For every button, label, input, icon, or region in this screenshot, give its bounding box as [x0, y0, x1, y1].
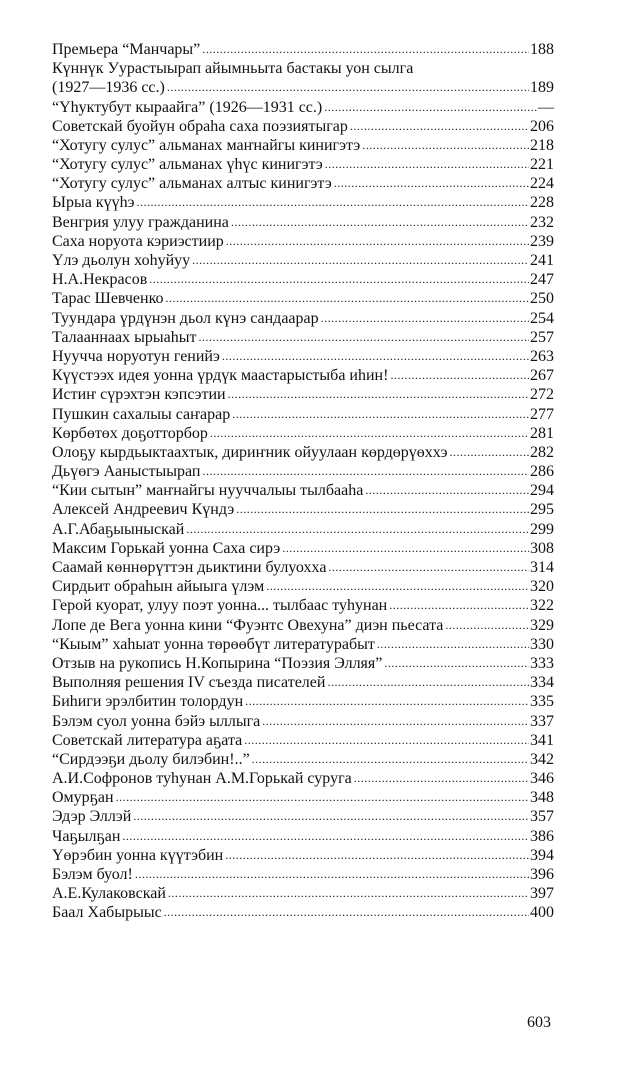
- toc-entry: [52, 309, 554, 328]
- toc-entry-page: 272: [530, 386, 554, 404]
- toc-entry: [52, 424, 554, 443]
- toc-entry-title: Үлэ дьолун хоһуйуу: [52, 252, 191, 270]
- toc-entry-title: Советскай литература аҕата: [52, 731, 243, 749]
- toc-entry: [52, 194, 554, 213]
- toc-entry-title: Лопе де Вега уонна кини “Фуэнтс Овехуна” диэн пьесата: [52, 616, 444, 634]
- dot-leader: [166, 289, 529, 308]
- dot-leader: [122, 827, 529, 846]
- toc-entry: [52, 577, 554, 596]
- toc-entry: [52, 328, 554, 347]
- toc-entry-page: 232: [530, 213, 554, 231]
- toc-entry-title: Саха норуота кэриэстиир: [52, 232, 224, 250]
- table-of-contents: [52, 40, 554, 923]
- dot-leader: [445, 616, 529, 635]
- toc-entry-title: Саамай көннөрүттэн дьиктини булуохха: [52, 559, 327, 577]
- toc-entry: [52, 78, 554, 97]
- toc-entry-page: 335: [530, 693, 554, 711]
- toc-entry: [52, 366, 554, 385]
- toc-entry-title: Күүстээх идея уонна үрдүк маастарыстыба иһин!: [52, 367, 389, 385]
- toc-entry: [52, 40, 554, 59]
- dot-leader: [210, 424, 529, 443]
- dot-leader: [202, 40, 529, 59]
- toc-entry-title: А.Г.Абаҕыыныскай: [52, 520, 185, 538]
- toc-entry-page: 334: [530, 674, 554, 692]
- dot-leader: [164, 903, 529, 922]
- dot-leader: [231, 213, 529, 232]
- dot-leader: [168, 884, 529, 903]
- dot-leader: [327, 673, 529, 692]
- toc-entry-title-line: Күннүк Уурастыырап айымньыта бастакы уон сылга: [52, 60, 414, 78]
- toc-entry-title: Алексей Андреевич Күндэ: [52, 501, 235, 519]
- toc-entry-page: 322: [530, 597, 554, 615]
- dot-leader: [384, 654, 529, 673]
- toc-entry-title: Премьера “Манчары”: [52, 40, 201, 58]
- dot-leader: [350, 117, 529, 136]
- toc-entry-page: 308: [530, 539, 554, 557]
- toc-entry-title: А.И.Софронов туһунан А.М.Горькай суруга: [52, 770, 352, 788]
- dot-leader: [244, 731, 529, 750]
- toc-entry-page: 341: [530, 731, 554, 749]
- toc-entry-page: 396: [530, 866, 554, 884]
- toc-entry-page: 400: [530, 904, 554, 922]
- toc-entry-title: “Хотугу сулус” альманах маҥнайгы кинигэтэ: [52, 136, 361, 154]
- toc-entry: [52, 520, 554, 539]
- toc-entry-page: 281: [530, 424, 554, 442]
- toc-entry-title: Эдэр Эллэй: [52, 808, 132, 826]
- toc-entry-title: Истиҥ сүрэхтэн кэпсэтии: [52, 386, 226, 404]
- toc-entry-page: 228: [530, 194, 554, 212]
- dot-leader: [262, 712, 529, 731]
- toc-entry: [52, 136, 554, 155]
- dot-leader: [354, 769, 529, 788]
- toc-entry-title: А.Е.Кулаковскай: [52, 885, 166, 903]
- toc-entry-title: (1927—1936 сс.): [52, 79, 165, 97]
- toc-entry-page: 295: [530, 501, 554, 519]
- toc-entry: [52, 539, 554, 558]
- toc-entry-title: Биһиги эрэлбитин толордун: [52, 693, 244, 711]
- toc-entry: [52, 385, 554, 404]
- dot-leader: [133, 807, 529, 826]
- toc-entry-title: Бэлэм буол!: [52, 866, 133, 884]
- toc-entry-page: 357: [530, 808, 554, 826]
- dot-leader: [236, 500, 529, 519]
- toc-entry: [52, 712, 554, 731]
- dot-leader: [192, 251, 529, 270]
- toc-entry-page: 282: [530, 443, 554, 461]
- toc-entry: [52, 347, 554, 366]
- dot-leader: [365, 481, 529, 500]
- dot-leader: [198, 328, 529, 347]
- toc-entry-page: 348: [530, 789, 554, 807]
- toc-entry: [52, 443, 554, 462]
- dot-leader: [321, 309, 529, 328]
- dot-leader: [390, 366, 529, 385]
- toc-entry: [52, 884, 554, 903]
- toc-entry-page: 218: [530, 136, 554, 154]
- toc-entry: [52, 251, 554, 270]
- toc-entry-page: 294: [530, 482, 554, 500]
- toc-entry: [52, 289, 554, 308]
- toc-entry-page: 250: [530, 290, 554, 308]
- toc-entry-title: Көрбөтөх доҕотторбор: [52, 424, 208, 442]
- dot-leader: [328, 558, 529, 577]
- toc-entry-title: Советскай буойун обраһа саха поэзиятыгар: [52, 117, 348, 135]
- toc-entry-page: 397: [530, 885, 554, 903]
- toc-entry: [52, 750, 554, 769]
- toc-entry: [52, 462, 554, 481]
- toc-entry-page: 337: [530, 712, 554, 730]
- toc-entry-page: 267: [530, 367, 554, 385]
- toc-entry-title: Дьүөгэ Ааныстыырап: [52, 463, 201, 481]
- toc-entry-title: “Сирдээҕи дьолу билэбин!..”: [52, 750, 250, 768]
- toc-entry: [52, 117, 554, 136]
- dot-leader: [116, 788, 529, 807]
- toc-entry: [52, 213, 554, 232]
- toc-entry-page: 342: [530, 750, 554, 768]
- toc-entry-page: 286: [530, 463, 554, 481]
- toc-entry-page: 221: [530, 156, 554, 174]
- dot-leader: [377, 635, 529, 654]
- toc-entry-title: Бэлэм суол уонна бэйэ ыллыга: [52, 712, 261, 730]
- toc-entry-page: 188: [530, 40, 554, 58]
- toc-entry-page: —: [538, 98, 554, 116]
- toc-entry: [52, 846, 554, 865]
- toc-entry-title: Н.А.Некрасов: [52, 271, 148, 289]
- toc-entry: [52, 405, 554, 424]
- toc-entry-title: Ырыа күүһэ: [52, 194, 135, 212]
- toc-entry: [52, 731, 554, 750]
- toc-entry-page: 254: [530, 309, 554, 327]
- toc-entry-title: “Хотугу сулус” альманах үһүс кинигэтэ: [52, 156, 323, 174]
- toc-entry-title: Талааннаах ырыаһыт: [52, 328, 197, 346]
- toc-entry-title: Олоҕу кырдьыктаахтык, дириҥник ойуулаан көрдөрүөххэ: [52, 443, 448, 461]
- toc-entry: [52, 769, 554, 788]
- toc-entry-title: “Кыым” хаһыат уонна төрөөбүт литературабыт: [52, 635, 375, 653]
- toc-entry-title: “Кии сытын” маҥнайгы нууччалыы тылбааһа: [52, 482, 364, 500]
- toc-entry-page: 257: [530, 328, 554, 346]
- toc-entry-page: 263: [530, 347, 554, 365]
- toc-entry-page: 299: [530, 520, 554, 538]
- toc-entry: [52, 616, 554, 635]
- dot-leader: [389, 596, 529, 615]
- toc-entry-page: 189: [530, 79, 554, 97]
- page-number: 603: [527, 1014, 551, 1031]
- toc-entry-title: Нуучча норуотун генийэ: [52, 347, 220, 365]
- toc-entry-page: 239: [530, 232, 554, 250]
- toc-entry: [52, 481, 554, 500]
- toc-entry: [52, 155, 554, 174]
- toc-entry: [52, 865, 554, 884]
- dot-leader: [149, 270, 529, 289]
- toc-entry: [52, 270, 554, 289]
- dot-leader: [202, 462, 529, 481]
- toc-entry-title: “Хотугу сулус” альманах алтыс кинигэтэ: [52, 175, 332, 193]
- toc-entry-title: Үөрэбин уонна күүтэбин: [52, 846, 224, 864]
- toc-entry-title: Отзыв на рукопись Н.Копырина “Поэзия Элляя”: [52, 654, 383, 672]
- toc-entry-page: 386: [530, 827, 554, 845]
- toc-entry: [52, 692, 554, 711]
- toc-entry-title: Чаҕылҕан: [52, 827, 121, 845]
- toc-entry-page: 277: [530, 405, 554, 423]
- toc-entry-page: 329: [530, 616, 554, 634]
- toc-entry: [52, 903, 554, 922]
- dot-leader: [334, 174, 529, 193]
- dot-leader: [226, 232, 529, 251]
- toc-entry-title: Венгрия улуу гражданина: [52, 213, 229, 231]
- toc-entry: [52, 654, 554, 673]
- toc-entry-page: 330: [530, 635, 554, 653]
- dot-leader: [282, 539, 529, 558]
- dot-leader: [167, 78, 529, 97]
- toc-entry: [52, 558, 554, 577]
- toc-entry-title: Герой куорат, улуу поэт уонна... тылбаас туһунан: [52, 597, 388, 615]
- toc-entry-title: Максим Горькай уонна Саха сирэ: [52, 539, 281, 557]
- toc-entry-title: Тарас Шевченко: [52, 290, 164, 308]
- toc-entry: [52, 827, 554, 846]
- dot-leader: [225, 846, 529, 865]
- toc-entry-title: “Үһуктубут кыраайга” (1926—1931 сс.): [52, 98, 323, 116]
- toc-entry-page: 314: [530, 559, 554, 577]
- toc-entry-page: 247: [530, 271, 554, 289]
- dot-leader: [266, 577, 529, 596]
- toc-entry: [52, 596, 554, 615]
- toc-entry: [52, 635, 554, 654]
- dot-leader: [232, 405, 529, 424]
- dot-leader: [228, 385, 529, 404]
- toc-entry-title: Омурҕан: [52, 789, 114, 807]
- toc-entry-title: Сирдьит обраһын айыыга үлэм: [52, 578, 265, 596]
- toc-entry-page: 206: [530, 117, 554, 135]
- dot-leader: [252, 750, 529, 769]
- toc-entry: [52, 174, 554, 193]
- dot-leader: [245, 692, 529, 711]
- toc-entry: [52, 788, 554, 807]
- dot-leader: [135, 865, 529, 884]
- dot-leader: [136, 193, 529, 212]
- dot-leader: [324, 98, 537, 117]
- toc-entry-title: Пушкин сахалыы саҥарар: [52, 405, 231, 423]
- dot-leader: [186, 520, 529, 539]
- toc-entry: [52, 232, 554, 251]
- toc-entry: [52, 98, 554, 117]
- toc-entry-title: Баал Хабырыыс: [52, 904, 162, 922]
- dot-leader: [362, 136, 529, 155]
- toc-entry-page: 241: [530, 252, 554, 270]
- toc-entry: [52, 808, 554, 827]
- toc-entry-page: 346: [530, 770, 554, 788]
- toc-entry-page: 224: [530, 175, 554, 193]
- dot-leader: [325, 155, 529, 174]
- toc-entry: [52, 673, 554, 692]
- dot-leader: [222, 347, 529, 366]
- toc-entry-title: Выполняя решения IV съезда писателей: [52, 674, 326, 692]
- toc-entry-page: 320: [530, 578, 554, 596]
- toc-entry: [52, 501, 554, 520]
- toc-entry-page: 333: [530, 654, 554, 672]
- toc-entry-title: Туундара үрдүнэн дьол күнэ сандаарар: [52, 309, 319, 327]
- dot-leader: [449, 443, 529, 462]
- toc-entry-page: 394: [530, 846, 554, 864]
